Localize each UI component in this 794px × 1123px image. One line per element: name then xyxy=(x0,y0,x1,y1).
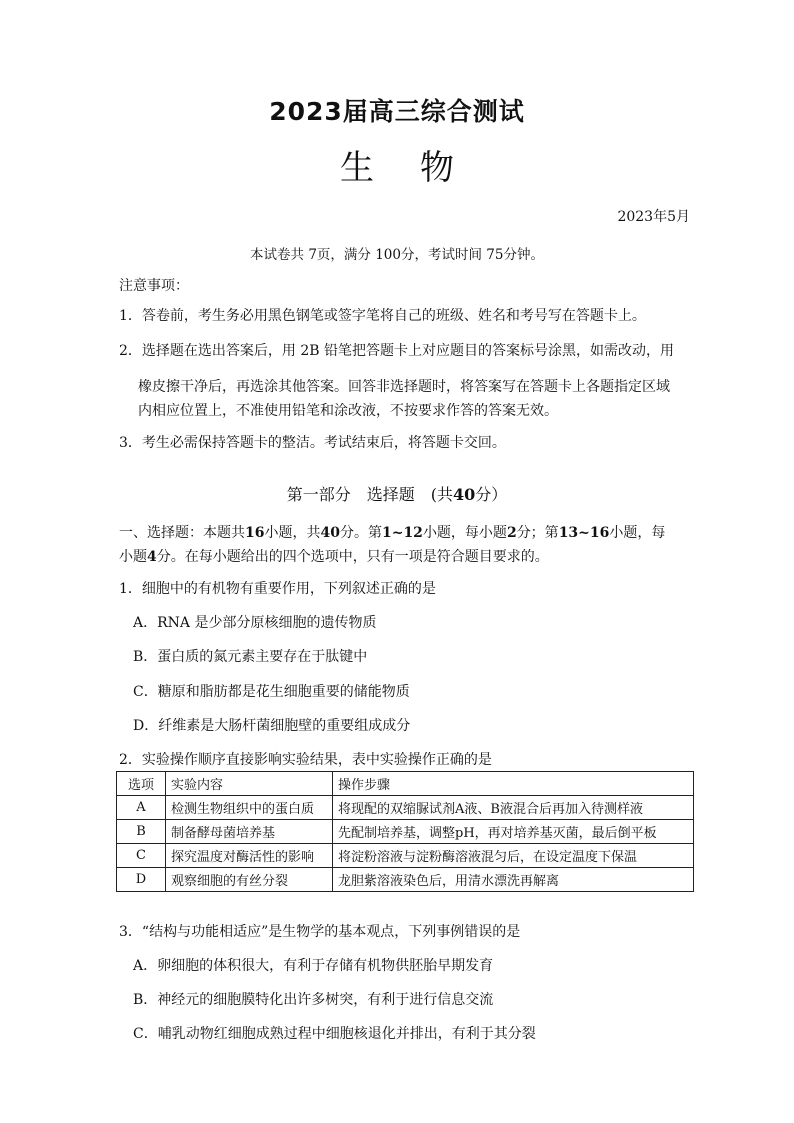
table-header-cell: 选项 xyxy=(117,772,166,796)
table-row xyxy=(117,844,694,868)
section-title-part: 第一部分 选择题 (共 xyxy=(286,485,453,504)
exam-info: 本试卷共 7页，满分 100分，考试时间 75分钟。 xyxy=(250,247,544,263)
section-title-part: 分） xyxy=(475,485,508,504)
instr-text: 分。在每小题给出的四个选项中，只有一项是符合题目要求的。 xyxy=(156,549,549,565)
subject-title: 生物 xyxy=(340,148,500,188)
table-cell: D xyxy=(117,868,166,892)
table-row xyxy=(117,868,694,892)
table-cell: B xyxy=(117,820,166,844)
question-1-option-c: C．糖原和脂肪都是花生细胞重要的储能物质 xyxy=(133,684,410,700)
table-cell: 探究温度对酶活性的影响 xyxy=(166,844,333,868)
section-score: 40 xyxy=(452,485,476,504)
table-header-row xyxy=(117,772,694,796)
instr-text: 一、选择题：本题共 xyxy=(119,525,245,541)
note-item: 2．选择题在选出答案后，用 2B 铅笔把答题卡上对应题目的答案标号涂黑，如需改动，用 xyxy=(119,343,675,359)
table-cell: 检测生物组织中的蛋白质 xyxy=(166,796,333,820)
instr-num: 40 xyxy=(320,525,340,541)
note-item: 内相应位置上，不准使用铅笔和涂改液，不按要求作答的答案无效。 xyxy=(138,403,558,419)
notes-heading: 注意事项： xyxy=(119,278,189,294)
question-1-option-a: A．RNA 是少部分原核细胞的遗传物质 xyxy=(133,615,377,631)
experiment-table xyxy=(116,771,694,892)
table-cell: 制备酵母菌培养基 xyxy=(166,820,333,844)
instr-text: 小题，共 xyxy=(264,525,321,541)
table-header-cell: 实验内容 xyxy=(166,772,333,796)
instructions-line-2 xyxy=(119,546,549,566)
question-1-stem: 1．细胞中的有机物有重要作用，下列叙述正确的是 xyxy=(119,581,436,597)
table-cell: A xyxy=(117,796,166,820)
table-cell: 龙胆紫溶液染色后，用清水漂洗再解离 xyxy=(333,868,694,892)
table-header-cell: 操作步骤 xyxy=(333,772,694,796)
section-heading xyxy=(0,482,794,505)
note-item: 橡皮擦干净后，再选涂其他答案。回答非选择题时，将答案写在答题卡上各题指定区域 xyxy=(138,379,670,395)
question-2-stem: 2．实验操作顺序直接影响实验结果，表中实验操作正确的是 xyxy=(119,752,492,768)
instr-num: 1~12 xyxy=(381,525,423,541)
instr-num: 4 xyxy=(147,549,157,565)
question-1-option-d: D．纤维素是大肠杆菌细胞壁的重要组成成分 xyxy=(133,718,411,734)
exam-date: 2023年5月 xyxy=(617,209,690,225)
table-cell: 先配制培养基，调整pH，再对培养基灭菌，最后倒平板 xyxy=(333,820,694,844)
table-cell: C xyxy=(117,844,166,868)
table-row xyxy=(117,820,694,844)
instr-text: 分。第 xyxy=(339,525,382,541)
instructions-line-1 xyxy=(119,522,665,542)
instr-num: 16 xyxy=(245,525,265,541)
question-3-option-c: C．哺乳动物红细胞成熟过程中细胞核退化并排出，有利于其分裂 xyxy=(133,1026,536,1042)
instr-text: 小题，每小题 xyxy=(422,525,507,541)
question-1-option-b: B．蛋白质的氮元素主要存在于肽键中 xyxy=(133,649,368,665)
question-3-option-a: A．卵细胞的体积很大，有利于存储有机物供胚胎早期发育 xyxy=(133,958,494,974)
instr-text: 分；第 xyxy=(516,525,559,541)
table-cell: 将现配的双缩脲试剂A液、B液混合后再加入待测样液 xyxy=(333,796,694,820)
exam-title: 2023届高三综合测试 xyxy=(269,97,525,126)
table-row xyxy=(117,796,694,820)
instr-text: 小题 xyxy=(119,549,147,565)
note-item: 3．考生必需保持答题卡的整洁。考试结束后，将答题卡交回。 xyxy=(119,435,506,451)
table-cell: 观察细胞的有丝分裂 xyxy=(166,868,333,892)
instr-num: 2 xyxy=(506,525,517,541)
question-3-stem: 3．“结构与功能相适应”是生物学的基本观点，下列事例错误的是 xyxy=(119,924,521,940)
question-3-option-b: B．神经元的细胞膜特化出许多树突，有利于进行信息交流 xyxy=(133,992,494,1008)
table-cell: 将淀粉溶液与淀粉酶溶液混匀后，在设定温度下保温 xyxy=(333,844,694,868)
instr-num: 13~16 xyxy=(558,525,610,541)
instr-text: 小题，每 xyxy=(609,525,666,541)
note-item: 1．答卷前，考生务必用黑色钢笔或签字笔将自己的班级、姓名和考号写在答题卡上。 xyxy=(119,308,646,324)
